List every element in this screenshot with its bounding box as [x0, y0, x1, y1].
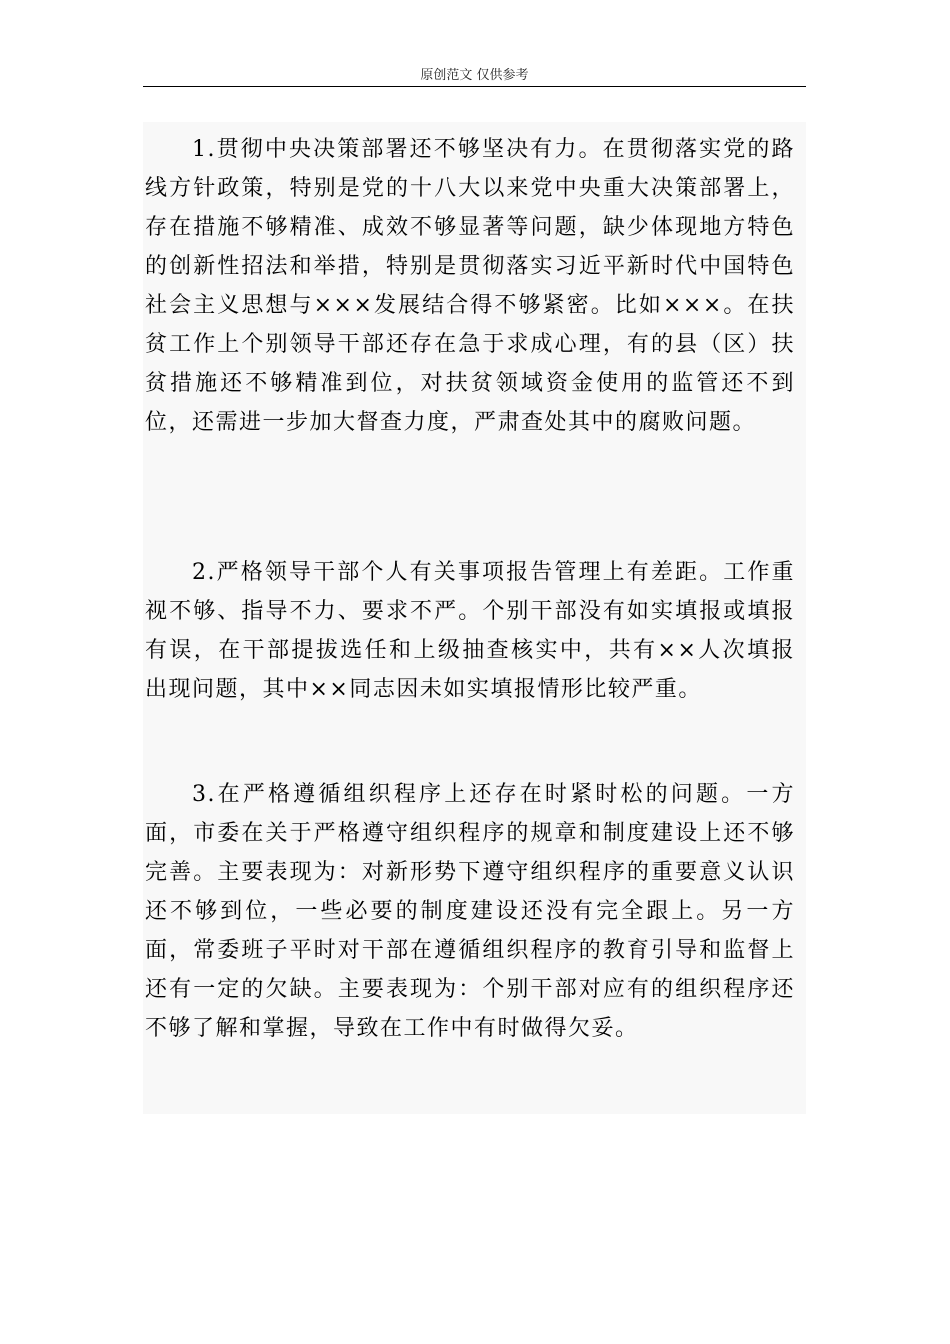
header-divider [143, 86, 806, 87]
document-body [143, 122, 806, 1114]
paragraph-3: 3.在严格遵循组织程序上还存在时紧时松的问题。一方面，市委在关于严格遵守组织程序的规章和制度建设上还不够完善。主要表现为：对新形势下遵守组织程序的重要意义认识还不够到位，一些必要的制度建设还没有完全跟上。另一方面，常委班子平时对干部在遵循组织程序的教育引导和监督上还有一定的欠缺。主要表现为：个别干部对应有的组织程序还不够了解和掌握，导致在工作中有时做得欠妥。 [145, 782, 795, 1041]
paragraph-1: 1.贯彻中央决策部署还不够坚决有力。在贯彻落实党的路线方针政策，特别是党的十八大以来党中央重大决策部署上，存在措施不够精准、成效不够显著等问题，缺少体现地方特色的创新性招法和举措，特别是贯彻落实习近平新时代中国特色社会主义思想与×××发展结合得不够紧密。比如×××。在扶贫工作上个别领导干部还存在急于求成心理，有的县（区）扶贫措施还不够精准到位，对扶贫领域资金使用的监管还不到位，还需进一步加大督查力度，严肃查处其中的腐败问题。 [145, 137, 795, 435]
paragraph-2: 2.严格领导干部个人有关事项报告管理上有差距。工作重视不够、指导不力、要求不严。个别干部没有如实填报或填报有误，在干部提拔选任和上级抽查核实中，共有××人次填报出现问题，其中××同志因未如实填报情形比较严重。 [145, 560, 795, 702]
page-header: 原创范文 仅供参考 [420, 68, 529, 83]
